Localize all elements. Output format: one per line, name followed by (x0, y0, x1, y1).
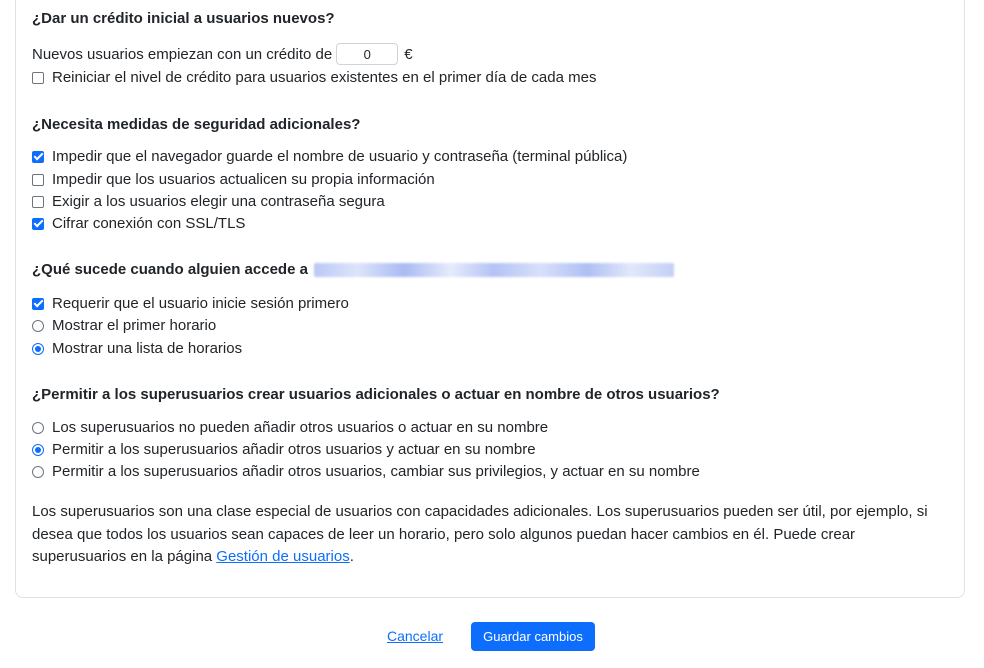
show-schedule-list-label: Mostrar una lista de horarios (52, 340, 243, 357)
require-login-checkbox[interactable] (32, 298, 44, 310)
credit-heading: ¿Dar un crédito inicial a usuarios nuevos? (32, 10, 335, 27)
public-terminal-checkbox[interactable] (32, 151, 44, 163)
superusers-option-none[interactable] (32, 419, 548, 436)
show-first-schedule-option[interactable] (32, 317, 216, 334)
security-option-self-update[interactable] (32, 171, 435, 188)
public-terminal-label: Impedir que el navegador guarde el nombre de usuario y contraseña (terminal pública) (52, 148, 628, 165)
superusers-none-label: Los superusuarios no pueden añadir otros usuarios o actuar en su nombre (52, 419, 549, 436)
ssl-checkbox[interactable] (32, 218, 44, 230)
superusers-option-full[interactable] (32, 463, 700, 480)
require-login-label: Requerir que el usuario inicie sesión primero (52, 295, 349, 312)
require-login-option[interactable] (32, 295, 349, 312)
superusers-description (32, 501, 952, 569)
superusers-heading: ¿Permitir a los superusuarios crear usuarios adicionales o actuar en nombre de otros usuarios? (32, 386, 720, 403)
superusers-add-act-label: Permitir a los superusuarios añadir otros usuarios y actuar en su nombre (52, 441, 536, 458)
show-first-schedule-radio[interactable] (32, 320, 44, 332)
superusers-add-act-radio[interactable] (32, 444, 44, 456)
show-schedule-list-option[interactable] (32, 340, 242, 357)
redacted-url (314, 263, 674, 277)
initial-credit-input[interactable] (336, 43, 398, 65)
self-update-label: Impedir que los usuarios actualicen su propia información (52, 171, 435, 188)
superusers-none-radio[interactable] (32, 422, 44, 434)
currency-symbol: € (404, 45, 413, 63)
security-option-ssl[interactable] (32, 215, 245, 232)
save-changes-button[interactable]: Guardar cambios (471, 622, 595, 651)
superusers-description-text: Los superusuarios son una clase especial de usuarios con capacidades adicionales. Los superusuarios pueden ser útil, por ejemplo, si desea que todos los usuarios sean capaces de leer un horario, pero solo algunos puedan hacer cambios en él. Puede crear superusuarios en la página (32, 503, 928, 565)
show-first-schedule-label: Mostrar el primer horario (52, 317, 217, 334)
security-option-public-terminal[interactable] (32, 148, 627, 165)
strong-password-checkbox[interactable] (32, 196, 44, 208)
superusers-full-radio[interactable] (32, 466, 44, 478)
initial-credit-row (32, 43, 413, 65)
ssl-label: Cifrar conexión con SSL/TLS (52, 215, 246, 232)
initial-credit-label: Nuevos usuarios empiezan con un crédito de (32, 45, 333, 63)
access-heading-text: ¿Qué sucede cuando alguien accede a (32, 261, 308, 278)
superusers-full-label: Permitir a los superusuarios añadir otros usuarios, cambiar sus privilegios, y actuar en su nombre (52, 463, 700, 480)
access-heading (32, 261, 674, 278)
reset-credit-label: Reiniciar el nivel de crédito para usuarios existentes en el primer día de cada mes (52, 69, 597, 86)
reset-credit-checkbox[interactable] (32, 72, 44, 84)
security-heading: ¿Necesita medidas de seguridad adicionales? (32, 116, 361, 133)
reset-credit-option[interactable] (32, 69, 596, 86)
superusers-option-add-act[interactable] (32, 441, 536, 458)
cancel-link[interactable]: Cancelar (387, 628, 444, 644)
strong-password-label: Exigir a los usuarios elegir una contraseña segura (52, 193, 385, 210)
self-update-checkbox[interactable] (32, 174, 44, 186)
superusers-description-end: . (349, 548, 354, 565)
show-schedule-list-radio[interactable] (32, 343, 44, 355)
security-option-strong-password[interactable] (32, 193, 385, 210)
user-management-link[interactable]: Gestión de usuarios (216, 548, 350, 565)
